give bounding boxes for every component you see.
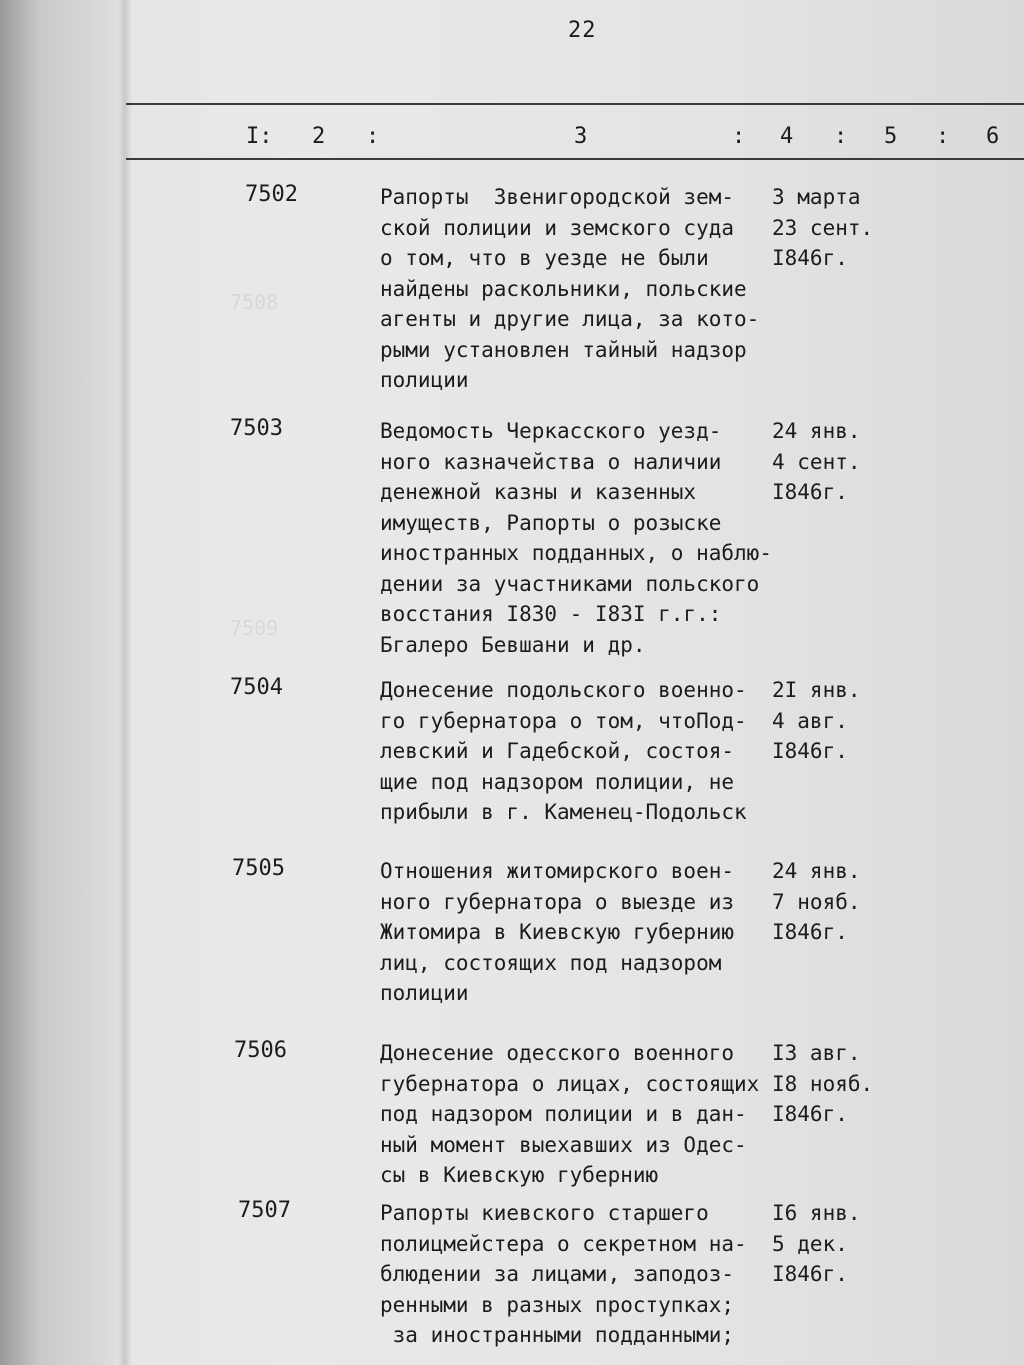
bleed-through-text: 7509	[230, 616, 279, 640]
entry-description: Рапорты киевского старшего полицмейстера о секретном на- блюдении за лицами, заподоз- ренными в разных проступках; за иностранными подданными;	[380, 1201, 747, 1347]
column-header-6: 6	[986, 124, 1000, 149]
column-separator: :	[732, 124, 746, 149]
entry-number: 7505	[232, 856, 285, 881]
entry-dates: 3 марта 23 сент. I846г.	[772, 185, 874, 270]
column-separator: :	[936, 124, 950, 149]
entry-number: 7504	[230, 675, 283, 700]
entry-number: 7507	[238, 1198, 291, 1223]
entry-number: 7502	[245, 182, 298, 207]
entry-description: Донесение подольского военно- го губернатора о том, чтоПод- левский и Гадебской, состоя- щие под надзором полиции, не прибыли в г. Каменец-Подольск	[380, 678, 747, 824]
entry-description: Отношения житомирского воен- ного губернатора о выезде из Житомира в Киевскую губернию лиц, состоящих под надзором полиции	[380, 859, 735, 1005]
column-header-5: 5	[884, 124, 898, 149]
column-header-4: 4	[780, 124, 794, 149]
entry-dates: 2I янв. 4 авг. I846г.	[772, 678, 861, 763]
column-header-3: 3	[574, 124, 588, 149]
entry-dates: 24 янв. 4 сент. I846г.	[772, 419, 861, 504]
column-separator: :	[834, 124, 848, 149]
bleed-through-text: 7508	[230, 290, 279, 314]
entry-dates: 24 янв. 7 нояб. I846г.	[772, 859, 861, 944]
entry-dates: I3 авг. I8 нояб. I846г.	[772, 1041, 874, 1126]
entry-description: Донесение одесского военного губернатора о лицах, состоящих под надзором полиции и в дан- ный момент выехавших из Одес- сы в Киевскую губернию	[380, 1041, 760, 1187]
header-rule-bottom	[126, 158, 1024, 160]
header-rule-top	[126, 103, 1024, 105]
column-header-1: I:	[246, 124, 273, 149]
entry-number: 7503	[230, 416, 283, 441]
entry-description: Рапорты Звенигородской зем- ской полиции и земского суда о том, что в уезде не были найдены раскольники, польские агенты и другие лица, за кото- рыми установлен тайный надзор полиции	[380, 185, 760, 392]
entry-description: Ведомость Черкасского уезд- ного казначейства о наличии денежной казны и казенных имуществ, Рапорты о розыске иностранных подданных, о наблю- дении за участниками польского восстания I830 - I83I г.г.: Бгалеро Бевшани и др.	[380, 419, 772, 657]
column-separator: :	[366, 124, 380, 149]
column-header-2: 2	[312, 124, 326, 149]
entry-dates: I6 янв. 5 дек. I846г.	[772, 1201, 861, 1286]
entry-number: 7506	[234, 1038, 287, 1063]
page-number: 22	[568, 18, 597, 43]
book-spine	[118, 0, 132, 1365]
